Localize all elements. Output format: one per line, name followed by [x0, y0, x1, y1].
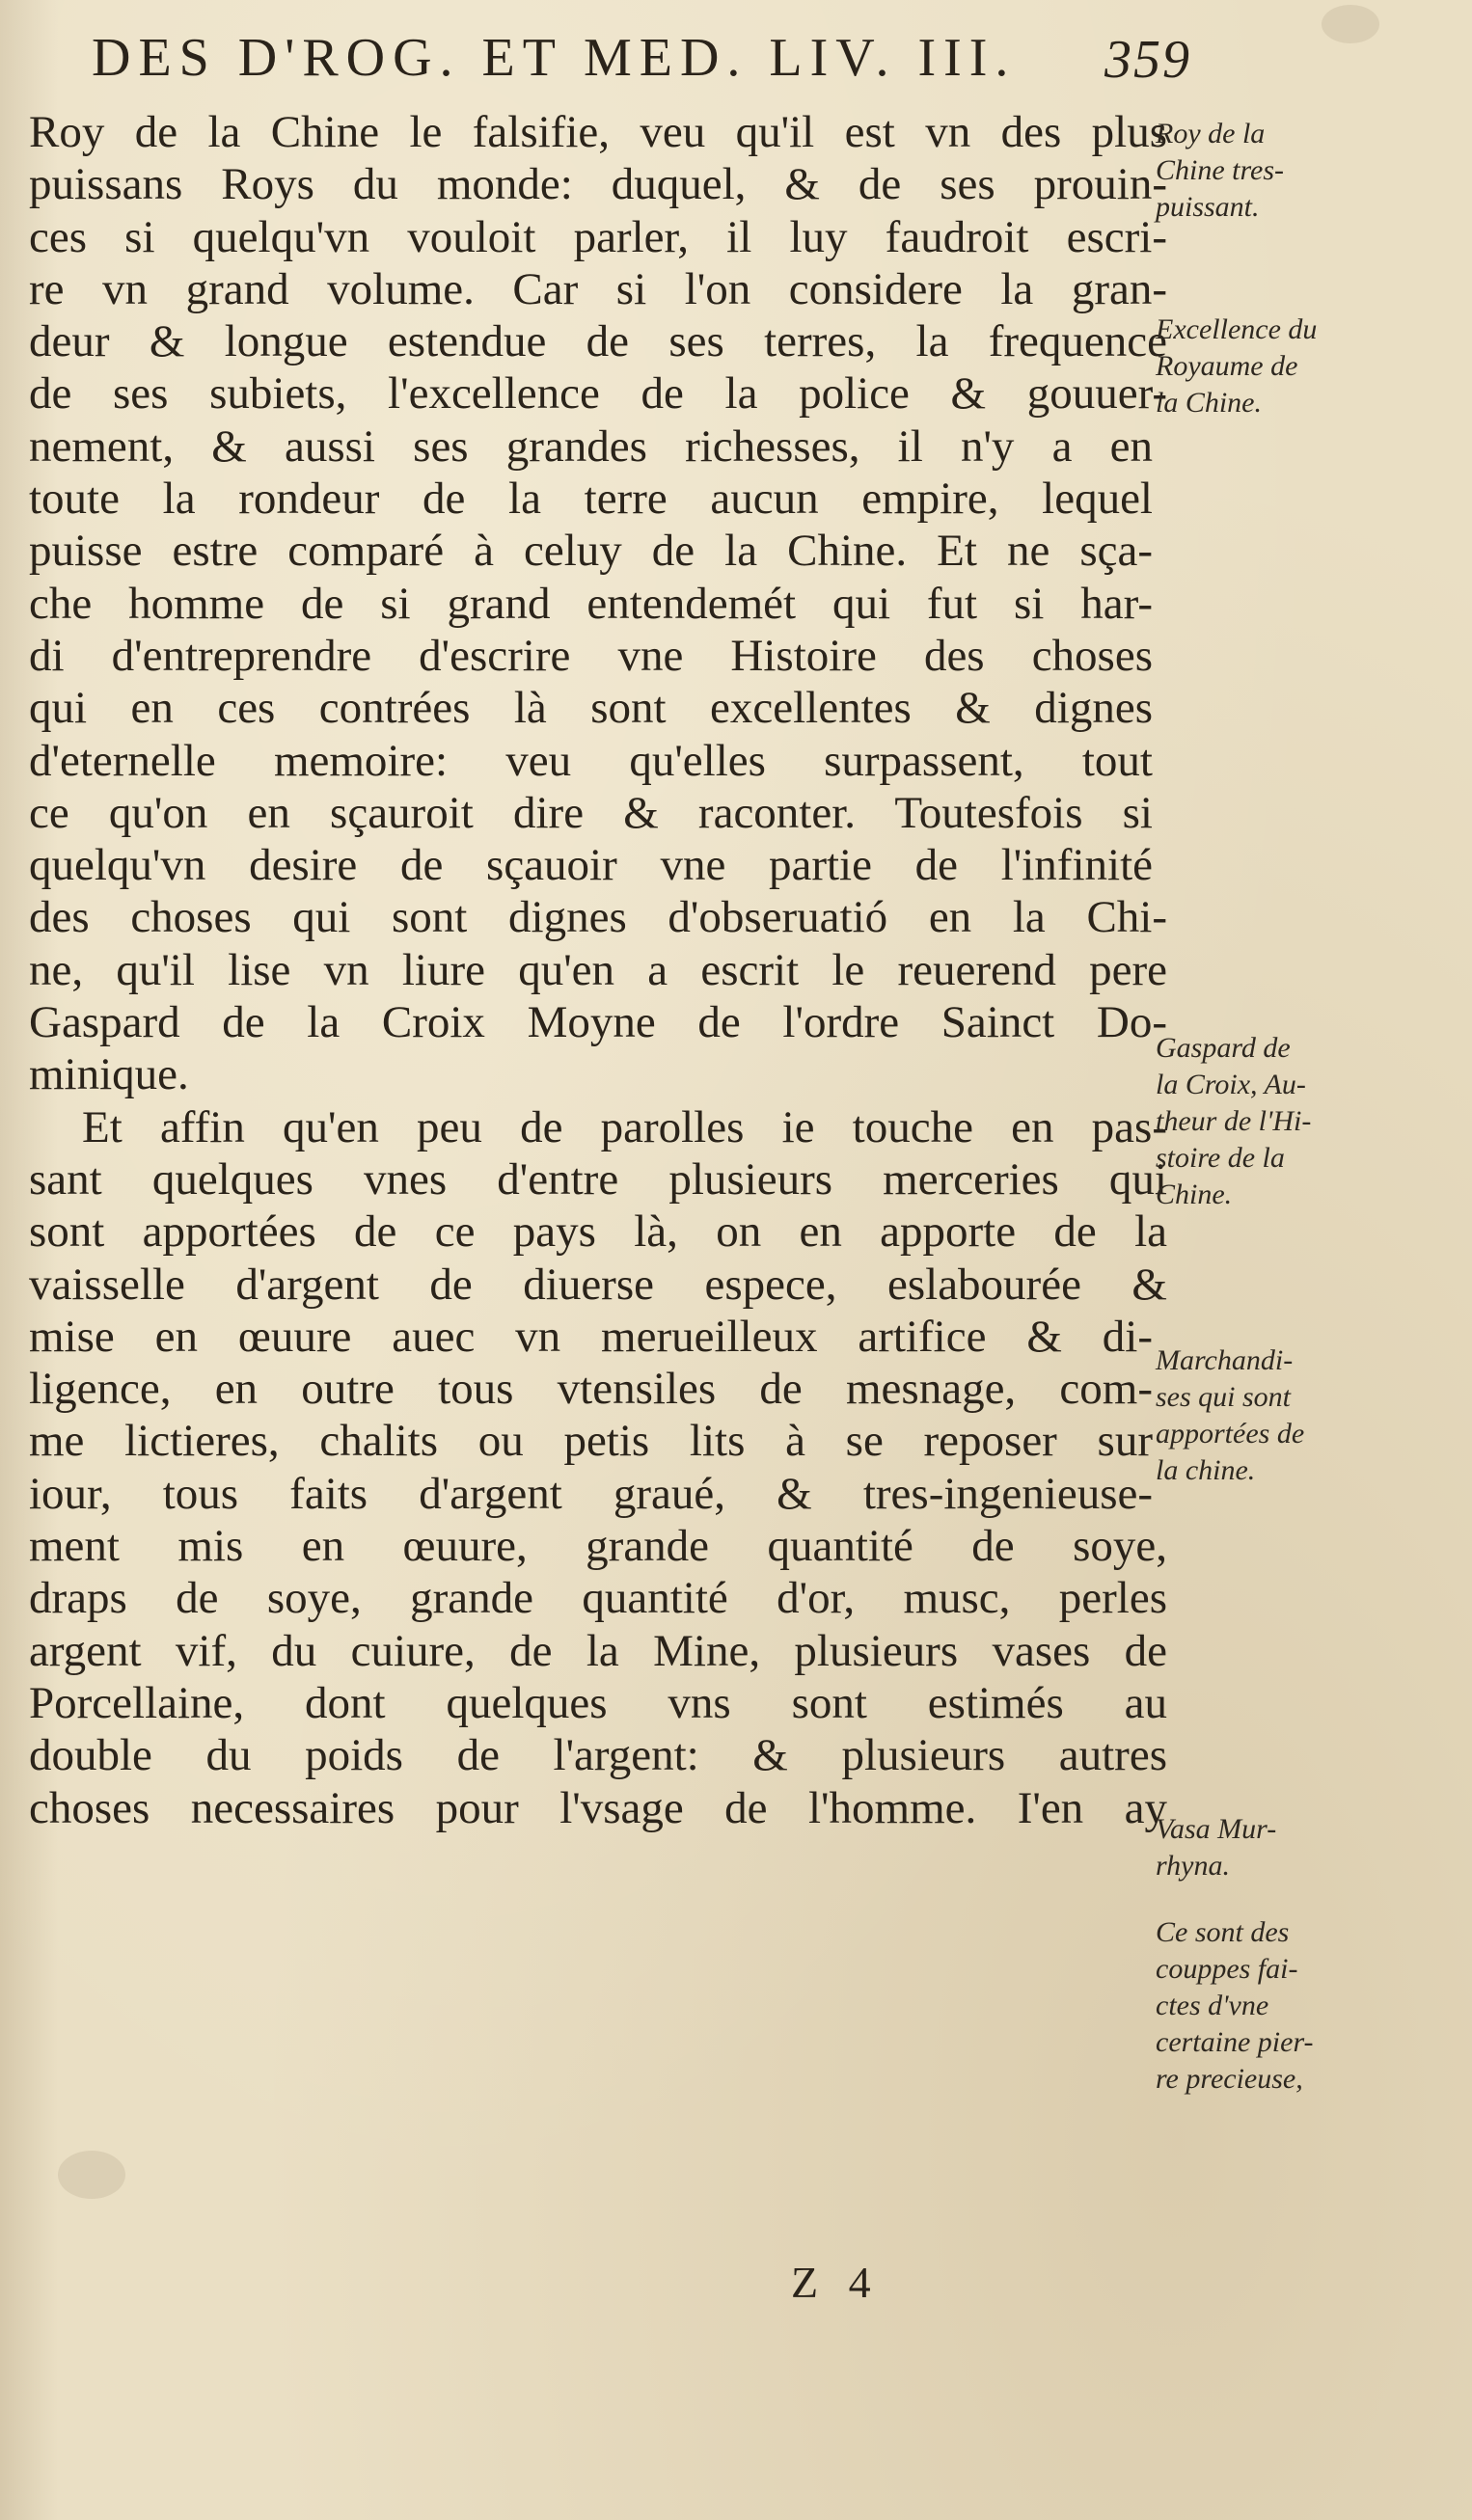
- text-line: di d'entreprendre d'escrire vne Histoire des choses: [29, 630, 1153, 681]
- margin-note-line: Vasa Mur-: [1156, 1813, 1277, 1845]
- margin-note-excellence-royaume: [1156, 312, 1397, 421]
- margin-note-line: Ce sont des: [1156, 1916, 1290, 1948]
- margin-note-line: la Croix, Au-: [1156, 1069, 1306, 1100]
- running-head: DES D'ROG. ET MED. LIV. III.: [92, 28, 1017, 88]
- running-header: [92, 27, 1201, 104]
- margin-note-line: la chine.: [1156, 1454, 1256, 1486]
- page-number: 359: [1104, 30, 1191, 90]
- text-line: sant quelques vnes d'entre plusieurs merceries qui: [29, 1153, 1167, 1205]
- text-line: sont apportées de ce pays là, on en apporte de la: [29, 1206, 1167, 1258]
- paper-stain: [1322, 5, 1379, 43]
- margin-note-line: Chine tres-: [1156, 154, 1285, 186]
- text-line: choses necessaires pour l'vsage de l'homme. I'en ay: [29, 1782, 1167, 1833]
- text-line: puisse estre comparé à celuy de la Chine. Et ne sça-: [29, 526, 1153, 577]
- margin-note-gaspard-de-la-croix: [1156, 1030, 1397, 1213]
- margin-note-couppes: [1156, 1914, 1397, 2098]
- text-line: quelqu'vn desire de sçauoir vne partie de l'infinité: [29, 840, 1153, 891]
- text-line: de ses subiets, l'excellence de la police & gouuer-: [29, 368, 1167, 420]
- text-line: ligence, en outre tous vtensiles de mesnage, com-: [29, 1364, 1153, 1415]
- text-line: mise en œuure auec vn merueilleux artifice & di-: [29, 1311, 1153, 1362]
- text-line: deur & longue estendue de ses terres, la frequence: [29, 316, 1167, 367]
- main-text-block: [29, 106, 1167, 1834]
- text-line: ment mis en œuure, grande quantité de soye,: [29, 1521, 1167, 1572]
- text-line: minique.: [29, 1049, 189, 1100]
- margin-note-line: Gaspard de: [1156, 1032, 1291, 1064]
- text-line: des choses qui sont dignes d'obseruatió en la Chi-: [29, 892, 1167, 943]
- text-line: draps de soye, grande quantité d'or, musc, perles: [29, 1573, 1167, 1624]
- text-line: puissans Roys du monde: duquel, & de ses prouin-: [29, 159, 1167, 210]
- text-line: ne, qu'il lise vn liure qu'en a escrit le reuerend pere: [29, 944, 1167, 995]
- text-line: double du poids de l'argent: & plusieurs autres: [29, 1730, 1167, 1781]
- text-line: d'eternelle memoire: veu qu'elles surpassent, tout: [29, 735, 1153, 786]
- text-line: ces si quelqu'vn vouloit parler, il luy faudroit escri-: [29, 211, 1167, 262]
- margin-note-roy-de-la-chine: [1156, 116, 1397, 226]
- text-line: ce qu'on en sçauroit dire & raconter. Toutesfois si: [29, 787, 1153, 838]
- margin-note-line: certaine pier-: [1156, 2026, 1314, 2058]
- margin-note-line: couppes fai-: [1156, 1953, 1298, 1985]
- margin-note-line: Roy de la: [1156, 118, 1266, 149]
- text-line: me lictieres, chalits ou petis lits à se reposer sur: [29, 1416, 1153, 1467]
- margin-note-vasa-murrhyna: [1156, 1811, 1397, 1884]
- text-line: Roy de la Chine le falsifie, veu qu'il est vn des plus: [29, 107, 1167, 157]
- text-line: Porcellaine, dont quelques vns sont estimés au: [29, 1677, 1167, 1728]
- margin-note-line: ses qui sont: [1156, 1381, 1292, 1413]
- margin-note-line: puissant.: [1156, 191, 1260, 223]
- margin-note-line: stoire de la: [1156, 1142, 1285, 1174]
- text-line: Gaspard de la Croix Moyne de l'ordre Sainct Do-: [29, 997, 1167, 1048]
- text-line: che homme de si grand entendemét qui fut si har-: [29, 578, 1153, 629]
- margin-note-line: apportées de: [1156, 1418, 1305, 1450]
- margin-note-line: rhyna.: [1156, 1850, 1230, 1882]
- margin-note-line: la Chine.: [1156, 387, 1262, 419]
- margin-note-marchandises: [1156, 1342, 1397, 1489]
- paragraph-start-line: Et affin qu'en peu de parolles ie touche en pas-: [82, 1101, 1167, 1152]
- text-line: vaisselle d'argent de diuerse espece, eslabourée &: [29, 1259, 1167, 1310]
- margin-note-line: re precieuse,: [1156, 2063, 1303, 2095]
- margin-note-line: Chine.: [1156, 1179, 1233, 1210]
- text-line: toute la rondeur de la terre aucun empire, lequel: [29, 474, 1153, 525]
- margin-note-line: Marchandi-: [1156, 1344, 1294, 1376]
- text-line: argent vif, du cuiure, de la Mine, plusieurs vases de: [29, 1625, 1167, 1676]
- text-line: iour, tous faits d'argent graué, & tres-ingenieuse-: [29, 1468, 1153, 1519]
- margin-note-line: ctes d'vne: [1156, 1990, 1269, 2021]
- text-line: nement, & aussi ses grandes richesses, il n'y a en: [29, 420, 1153, 472]
- margin-note-line: theur de l'Hi-: [1156, 1105, 1312, 1137]
- margin-note-line: Excellence du: [1156, 313, 1318, 345]
- text-line: qui en ces contrées là sont excellentes & dignes: [29, 683, 1153, 734]
- margin-note-line: Royaume de: [1156, 350, 1298, 382]
- paper-stain: [58, 2151, 125, 2199]
- text-line: re vn grand volume. Car si l'on considere la gran-: [29, 263, 1167, 314]
- signature-mark: Z 4: [791, 2258, 881, 2307]
